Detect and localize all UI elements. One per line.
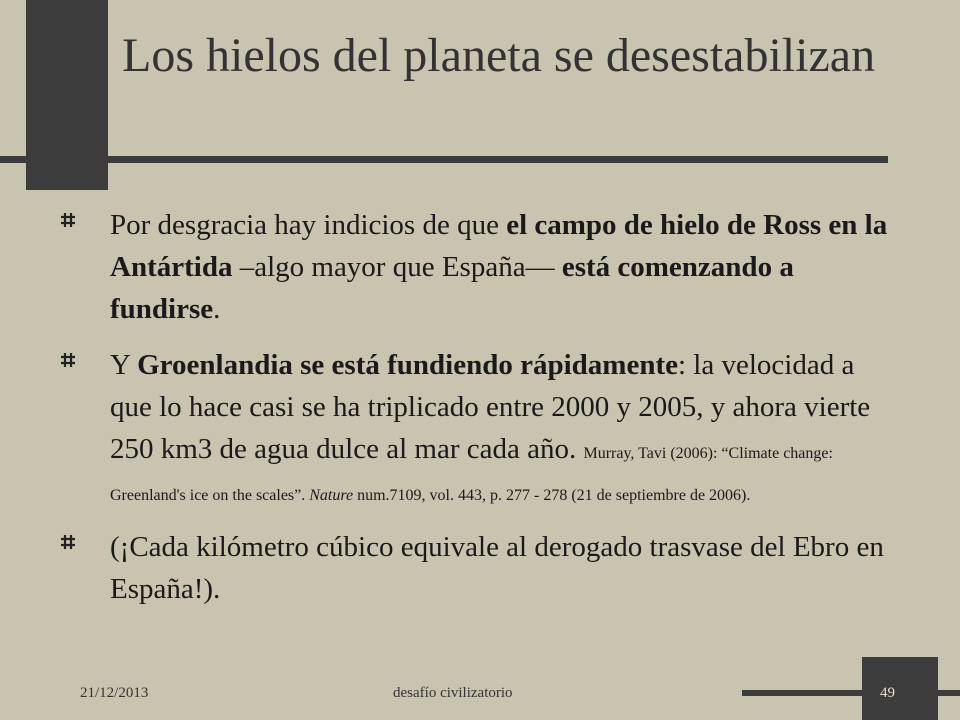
footer-date: 21/12/2013: [80, 685, 149, 701]
slide-title: Los hielos del planeta se desestabilizan: [122, 29, 876, 82]
hash-bullet-icon: [60, 352, 76, 368]
title-rule: [0, 156, 888, 163]
citation-journal: Nature: [309, 487, 354, 504]
bullet-2-part-2: Groenlandia se está fundiendo rápidamente: [137, 349, 678, 381]
bullet-item: [60, 204, 900, 330]
bullet-item: [60, 526, 900, 610]
page-number: 49: [880, 685, 895, 701]
bullet-2-part-3: : la velocidad a que lo hace casi se ha triplicado entre 2000 y 2005, y ahora vierte 250 km3 de agua dulce al mar cada año.: [110, 349, 871, 465]
footer-page-block: [862, 657, 938, 720]
citation-before: Murray, Tavi (2006): “Climate change: Greenland's ice on the scales”.: [110, 445, 833, 504]
bullet-1-part-2: el campo de hielo de Ross en la Antártida: [110, 209, 888, 283]
bullet-list: [60, 204, 900, 624]
bullet-1-part-1: Por desgracia hay indicios de que: [110, 209, 507, 241]
hash-bullet-icon: [60, 534, 76, 550]
bullet-1-part-4: está comenzando a fundirse: [110, 251, 794, 325]
bullet-3-text: (¡Cada kilómetro cúbico equivale al derogado trasvase del Ebro en España!).: [110, 531, 884, 605]
hash-bullet-icon: [60, 212, 76, 228]
bullet-1-part-5: .: [213, 293, 221, 325]
bullet-1-part-3: –algo mayor que España—: [232, 251, 562, 283]
bullet-item: [60, 344, 900, 512]
footer-title: desafío civilizatorio: [393, 685, 513, 701]
bullet-2-part-1: Y: [110, 349, 138, 381]
citation-after: num.7109, vol. 443, p. 277 - 278 (21 de septiembre de 2006).: [353, 487, 751, 504]
